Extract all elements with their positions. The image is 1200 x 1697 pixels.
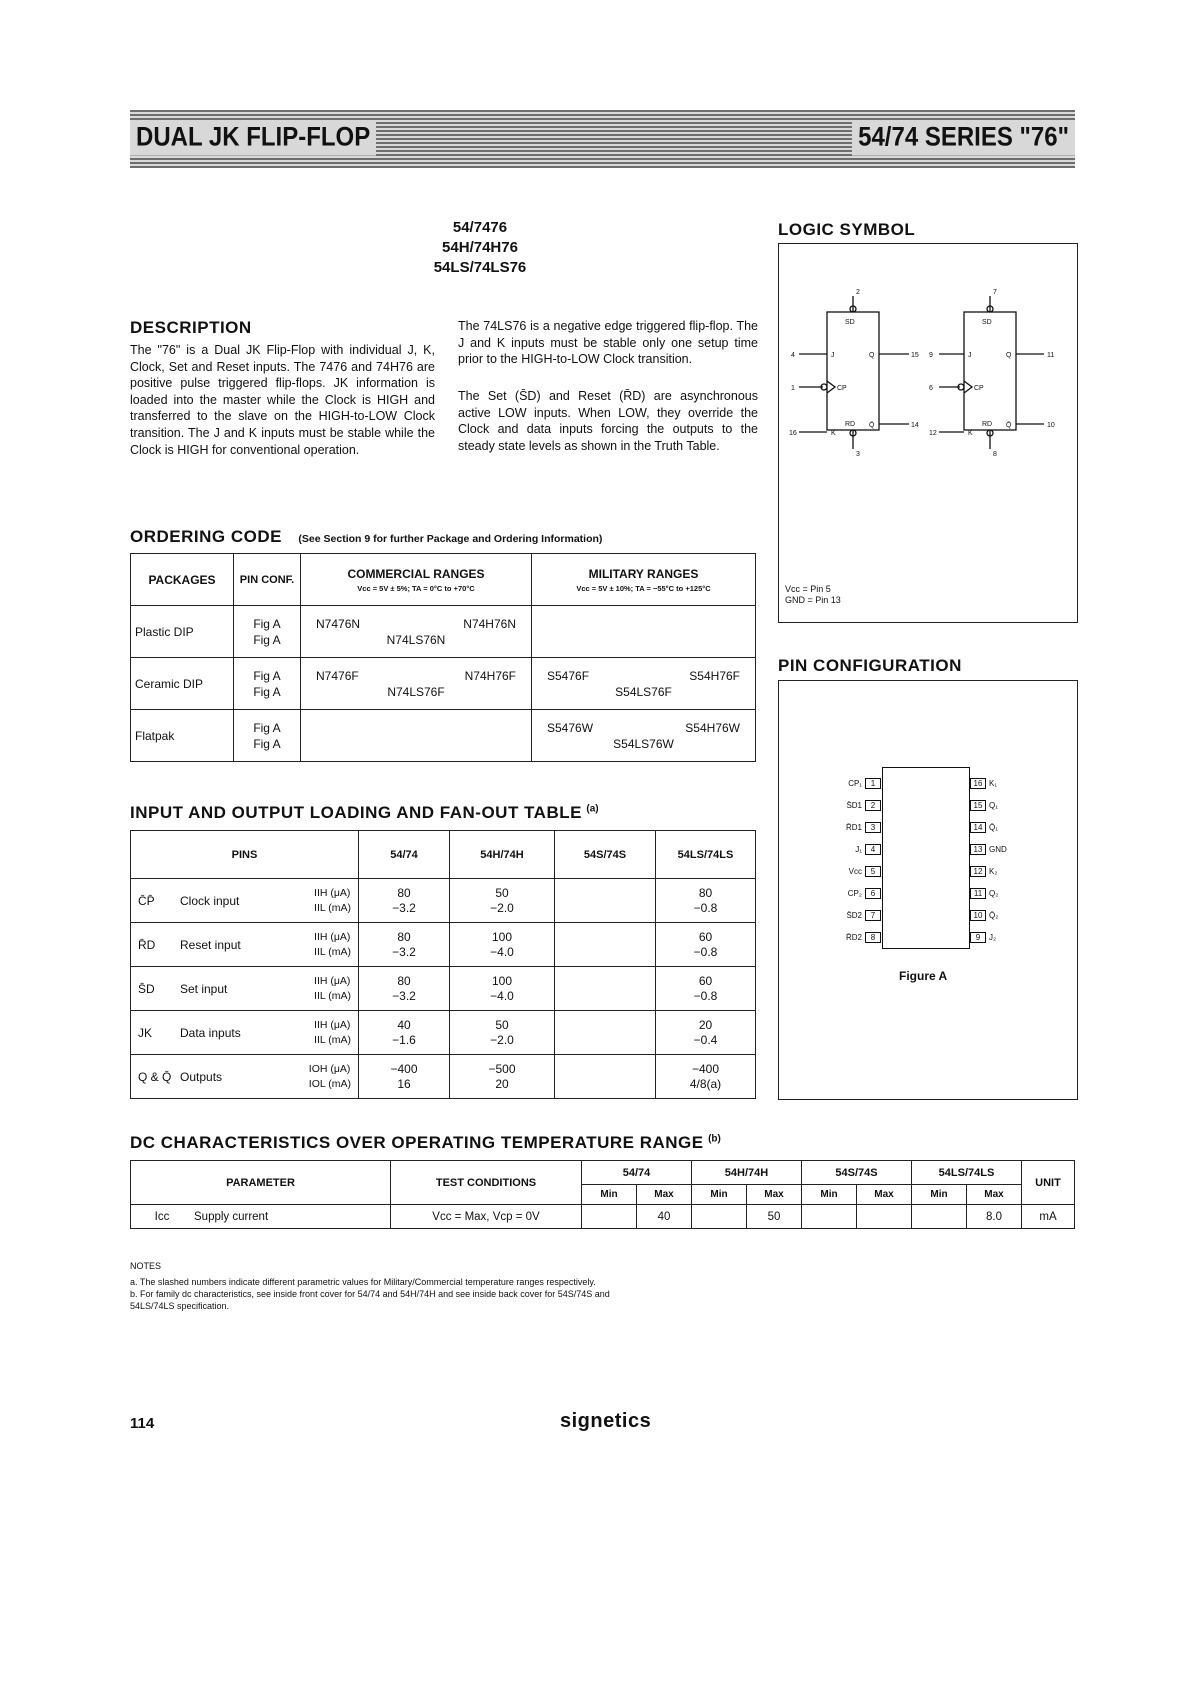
pin-left <box>819 904 881 926</box>
pin-number: 10 <box>1047 422 1055 429</box>
ordering-table <box>130 553 756 762</box>
description-col2b: The Set (S̄D) and Reset (R̄D) are asynchronous active LOW inputs. When LOW, they override the Clock and data inputs forcing the outputs to the steady state levels as shown in the Truth Table. <box>458 389 758 453</box>
pin-number: 16 <box>789 430 797 437</box>
package-name: Ceramic DIP <box>131 658 234 710</box>
unit-label: IIH (μA) <box>314 886 351 899</box>
load-value: 16 <box>397 1076 411 1091</box>
commercial-sub: Vcc = 5V ± 5%; TA = 0°C to +70°C <box>357 583 475 593</box>
load-value: −500 <box>488 1061 516 1076</box>
pin-right <box>970 904 1040 926</box>
logic-symbol-heading: LOGIC SYMBOL <box>778 220 916 239</box>
note-b: b. For family dc characteristics, see inside front cover for 54/74 and 54H/74H and see inside back cover for 54S/74S and 54LS/74LS specification. <box>130 1289 610 1311</box>
loading-row <box>131 1011 756 1055</box>
order-code: S54LS76F <box>615 684 672 699</box>
dc-header-min: Min <box>802 1185 857 1205</box>
load-value: −3.2 <box>392 988 416 1003</box>
order-code: N74LS76F <box>387 684 445 699</box>
pin-number: 9 <box>929 352 933 359</box>
load-value: −4.0 <box>490 988 514 1003</box>
pin-number: 1 <box>865 778 881 789</box>
pin-number: 15 <box>911 352 919 359</box>
pin-label: S̄D2 <box>846 910 862 920</box>
loading-header: 54H/74H <box>450 831 555 879</box>
load-value: 80 <box>397 929 411 944</box>
loading-row <box>131 879 756 923</box>
ff2-q-label: Q <box>1006 352 1012 359</box>
pin-number: 10 <box>970 910 986 921</box>
pin-right <box>970 860 1040 882</box>
order-code: S54LS76W <box>613 736 674 751</box>
pin-symbol: Q & Q̄ <box>138 1069 172 1084</box>
note-a: a. The slashed numbers indicate different parametric values for Military/Commercial temperature ranges respectively. <box>130 1277 596 1287</box>
pin-number: 14 <box>970 822 986 833</box>
pin-number: 11 <box>970 888 986 899</box>
pin-number: 6 <box>929 385 933 392</box>
load-value: 20 <box>698 1017 713 1032</box>
dc-table <box>130 1160 1075 1229</box>
description-col2a: The 74LS76 is a negative edge triggered flip-flop. The J and K inputs must be stable only one setup time prior to the HIGH-to-LOW Clock transition. <box>458 319 758 367</box>
pin-config-box <box>778 680 1078 1100</box>
load-value: −1.6 <box>392 1032 416 1047</box>
pin-left <box>819 926 881 948</box>
dc-param-name: Supply current <box>193 1205 391 1229</box>
dc-header-min: Min <box>912 1185 967 1205</box>
notes <box>130 1260 610 1312</box>
ordering-header-packages: PACKAGES <box>131 554 234 606</box>
dc-value <box>582 1205 637 1229</box>
pin-conf-value: Fig A <box>253 720 281 735</box>
pin-label: Q̄₂ <box>989 910 999 920</box>
pin-conf-value: Fig A <box>253 632 281 647</box>
pin-units <box>314 974 351 1004</box>
dc-heading-note: (b) <box>708 1133 721 1145</box>
ff1-q-label: Q <box>869 352 875 359</box>
ordering-header-commercial <box>301 554 532 606</box>
loading-header: 54S/74S <box>555 831 656 879</box>
banner-series: 54/74 SERIES "76" <box>852 120 1075 155</box>
pin-conf <box>234 710 301 762</box>
unit-label: IIH (μA) <box>314 930 351 943</box>
pin-cell <box>131 967 359 1011</box>
dc-header-min: Min <box>692 1185 747 1205</box>
notes-title: NOTES <box>130 1261 162 1271</box>
loading-header: PINS <box>131 831 359 879</box>
ff2-qbar-label: Q̄ <box>1006 422 1012 429</box>
load-value: −3.2 <box>392 900 416 915</box>
dc-header-parameter: PARAMETER <box>131 1161 391 1205</box>
gnd-note: GND = Pin 13 <box>785 595 841 605</box>
pin-number: 13 <box>970 844 986 855</box>
dc-header-max: Max <box>637 1185 692 1205</box>
ff1-sd-label: SD <box>845 319 855 326</box>
commercial-codes <box>301 710 532 762</box>
title-banner <box>130 110 1075 168</box>
left-pins <box>819 772 881 948</box>
order-code: S54H76W <box>685 720 740 735</box>
load-value: 4/8(a) <box>689 1076 722 1091</box>
load-value: −0.8 <box>693 988 718 1003</box>
pin-number: 9 <box>970 932 986 943</box>
load-value: 60 <box>698 929 713 944</box>
pin-label: CP₂ <box>847 888 862 898</box>
order-code: N7476N <box>316 616 361 631</box>
pin-number: 12 <box>970 866 986 877</box>
dc-header-max: Max <box>857 1185 912 1205</box>
pin-number: 1 <box>791 385 795 392</box>
load-value: −400 <box>390 1061 418 1076</box>
load-value: 50 <box>495 1017 509 1032</box>
pin-symbol: JK <box>138 1025 153 1040</box>
pin-conf <box>234 606 301 658</box>
dc-value <box>692 1205 747 1229</box>
unit-label: IIL (mA) <box>314 1033 351 1046</box>
dc-header-group: 54/74 <box>582 1161 692 1185</box>
loading-row <box>131 1055 756 1099</box>
order-code: N74H76N <box>463 616 516 631</box>
pin-units <box>309 1062 351 1092</box>
pin-label: R̄D1 <box>845 822 862 832</box>
pin-number: 8 <box>865 932 881 943</box>
load-value: −400 <box>691 1061 720 1076</box>
military-title: MILITARY RANGES <box>588 566 699 581</box>
loading-heading-row <box>130 803 599 823</box>
pin-right <box>970 772 1040 794</box>
part-numbers <box>350 218 610 278</box>
dc-test: Vcc = Max, Vcp = 0V <box>391 1205 582 1229</box>
dc-header-min: Min <box>582 1185 637 1205</box>
pin-label: GND <box>989 844 1007 854</box>
pin-right <box>970 882 1040 904</box>
pin-symbol: C̄P̄ <box>138 893 155 908</box>
pin-number: 3 <box>856 451 860 458</box>
pin-number: 8 <box>993 451 997 458</box>
order-code: S5476F <box>547 668 590 683</box>
dc-header-max: Max <box>747 1185 802 1205</box>
loading-row <box>131 923 756 967</box>
pin-number: 3 <box>865 822 881 833</box>
pin-left <box>819 860 881 882</box>
military-codes <box>532 606 756 658</box>
load-value: −4.0 <box>490 944 514 959</box>
banner-title: DUAL JK FLIP-FLOP <box>130 120 376 155</box>
dc-value <box>912 1205 967 1229</box>
pin-units <box>314 1018 351 1048</box>
loading-heading: INPUT AND OUTPUT LOADING AND FAN-OUT TABLE <box>130 803 582 822</box>
pin-number: 2 <box>865 800 881 811</box>
ff2-j-label: J <box>968 352 972 359</box>
load-value: 60 <box>698 973 713 988</box>
unit-label: IIL (mA) <box>314 945 351 958</box>
pin-units <box>314 886 351 916</box>
pin-label: J₁ <box>855 844 862 854</box>
right-pins <box>970 772 1040 948</box>
load-value: −2.0 <box>490 900 514 915</box>
pin-label: Q₂ <box>989 888 999 898</box>
dc-value <box>802 1205 857 1229</box>
ff1-k-label: K <box>831 430 836 437</box>
pin-symbol: R̄D <box>138 937 156 952</box>
dc-header-max: Max <box>967 1185 1022 1205</box>
order-code: S54H76F <box>689 668 740 683</box>
pin-number: 4 <box>865 844 881 855</box>
part-number: 54/7476 <box>452 219 508 236</box>
loading-header: 54/74 <box>359 831 450 879</box>
unit-label: IIL (mA) <box>314 989 351 1002</box>
pin-label: Q̄₁ <box>989 822 998 832</box>
dc-row <box>131 1205 1075 1229</box>
pin-right <box>970 926 1040 948</box>
pin-cell <box>131 1011 359 1055</box>
load-value: 40 <box>397 1017 411 1032</box>
ordering-header-pinconf: PIN CONF. <box>234 554 301 606</box>
pin-number: 5 <box>865 866 881 877</box>
load-value: −0.8 <box>693 944 718 959</box>
order-code: S5476W <box>547 720 594 735</box>
load-value: −0.8 <box>693 900 718 915</box>
pin-label: K₁ <box>989 778 998 788</box>
commercial-codes <box>301 658 532 710</box>
pin-label: CP₁ <box>848 778 862 788</box>
pin-left <box>819 816 881 838</box>
ff1-qbar-label: Q̄ <box>869 422 875 429</box>
pin-number: 16 <box>970 778 986 789</box>
pin-left <box>819 772 881 794</box>
load-value: 50 <box>495 885 509 900</box>
ordering-heading-row <box>130 527 602 547</box>
logic-symbol-diagram <box>779 244 1077 622</box>
pin-number: 15 <box>970 800 986 811</box>
brand-logo: signetics <box>560 1410 652 1432</box>
package-name: Flatpak <box>131 710 234 762</box>
loading-heading-note: (a) <box>586 803 599 815</box>
vcc-note: Vcc = Pin 5 <box>785 584 831 594</box>
pin-conf-value: Fig A <box>253 668 281 683</box>
pin-number: 14 <box>911 422 919 429</box>
pin-label: K₂ <box>989 866 998 876</box>
pin-number: 7 <box>993 289 997 296</box>
load-value: 100 <box>491 929 513 944</box>
part-number: 54LS/74LS76 <box>433 259 527 276</box>
unit-label: IIL (mA) <box>314 901 351 914</box>
pin-right <box>970 816 1040 838</box>
pin-label: Q₁ <box>989 800 998 810</box>
dc-header-unit: UNIT <box>1022 1161 1075 1205</box>
military-sub: Vcc = 5V ± 10%; TA = −55°C to +125°C <box>576 583 711 593</box>
ordering-row <box>131 658 756 710</box>
ic-package <box>882 767 970 949</box>
ordering-row <box>131 606 756 658</box>
pin-name: Clock input <box>180 893 240 908</box>
package-name: Plastic DIP <box>131 606 234 658</box>
page-number: 114 <box>130 1415 155 1432</box>
unit-label: IOH (μA) <box>308 1062 351 1075</box>
pin-name: Set input <box>180 981 228 996</box>
ff2-cp-label: CP <box>974 385 984 392</box>
order-code: N7476F <box>316 668 359 683</box>
ff1-rd-label: RD <box>845 421 856 428</box>
ordering-heading: ORDERING CODE <box>130 527 282 546</box>
pin-cell <box>131 923 359 967</box>
pin-left <box>819 882 881 904</box>
load-value: 100 <box>491 973 513 988</box>
order-code: N74LS76N <box>386 632 446 647</box>
load-value: 80 <box>397 973 411 988</box>
dc-value: 40 <box>637 1205 692 1229</box>
load-value: −3.2 <box>392 944 416 959</box>
dc-value: 50 <box>747 1205 802 1229</box>
pin-right <box>970 794 1040 816</box>
loading-header: 54LS/74LS <box>656 831 756 879</box>
pin-number: 4 <box>791 352 795 359</box>
order-code: N74H76F <box>464 668 516 683</box>
dc-header-test: TEST CONDITIONS <box>391 1161 582 1205</box>
dc-header-group: 54S/74S <box>802 1161 912 1185</box>
dc-symbol: Icc <box>131 1205 194 1229</box>
dc-value: 8.0 <box>967 1205 1022 1229</box>
pin-config-heading: PIN CONFIGURATION <box>778 656 962 675</box>
military-codes <box>532 658 756 710</box>
pin-number: 12 <box>929 430 937 437</box>
pin-label: R̄D2 <box>845 932 862 942</box>
pin-label: Vcc <box>848 866 862 876</box>
dc-unit: mA <box>1022 1205 1075 1229</box>
unit-label: IOL (mA) <box>308 1077 351 1090</box>
ff2-k-label: K <box>968 430 973 437</box>
pin-number: 2 <box>856 289 860 296</box>
load-value: −0.4 <box>693 1032 718 1047</box>
logic-symbol-box <box>778 243 1078 623</box>
pin-conf-value: Fig A <box>253 616 281 631</box>
loading-row <box>131 967 756 1011</box>
ff2-rd-label: RD <box>982 421 993 428</box>
description-heading: DESCRIPTION <box>130 318 252 337</box>
commercial-codes <box>301 606 532 658</box>
pin-label: S̄D1 <box>846 800 862 810</box>
pin-units <box>314 930 351 960</box>
pin-number: 11 <box>1047 352 1055 359</box>
load-value: 20 <box>495 1076 509 1091</box>
pin-left <box>819 838 881 860</box>
unit-label: IIH (μA) <box>314 974 351 987</box>
dc-heading-row <box>130 1133 721 1153</box>
ordering-subheading: (See Section 9 for further Package and Ordering Information) <box>298 533 603 545</box>
commercial-title: COMMERCIAL RANGES <box>347 566 485 581</box>
dc-value <box>857 1205 912 1229</box>
loading-table <box>130 830 756 1099</box>
pin-cell <box>131 879 359 923</box>
military-codes <box>532 710 756 762</box>
figure-caption: Figure A <box>899 969 948 983</box>
description-col1: The "76" is a Dual JK Flip-Flop with individual J, K, Clock, Set and Reset inputs. The 7476 and 74H76 are positive pulse triggered flip-flops. JK information is loaded into the master while the Clock is HIGH and transferred to the slave on the HIGH-to-LOW Clock transition. The J and K inputs must be stable while the Clock is HIGH for conventional operation. <box>130 343 435 457</box>
pin-number: 6 <box>865 888 881 899</box>
pin-conf <box>234 658 301 710</box>
pin-conf-value: Fig A <box>253 736 281 751</box>
ordering-header-military <box>532 554 756 606</box>
power-notes <box>785 584 841 606</box>
pin-symbol: S̄D <box>138 981 155 996</box>
pin-number: 7 <box>865 910 881 921</box>
part-number: 54H/74H76 <box>442 239 518 256</box>
load-value: −2.0 <box>490 1032 514 1047</box>
pin-name: Data inputs <box>180 1025 241 1040</box>
ff2-sd-label: SD <box>982 319 992 326</box>
pin-label: J₂ <box>989 932 997 942</box>
pin-left <box>819 794 881 816</box>
pin-name: Reset input <box>180 937 241 952</box>
dc-header-group: 54H/74H <box>692 1161 802 1185</box>
ff1-cp-label: CP <box>837 385 847 392</box>
pin-right <box>970 838 1040 860</box>
unit-label: IIH (μA) <box>314 1018 351 1031</box>
load-value: 80 <box>397 885 411 900</box>
pin-cell <box>131 1055 359 1099</box>
dc-header-group: 54LS/74LS <box>912 1161 1022 1185</box>
pin-conf-value: Fig A <box>253 684 281 699</box>
ff1-j-label: J <box>831 352 835 359</box>
pin-name: Outputs <box>180 1069 223 1084</box>
dc-heading: DC CHARACTERISTICS OVER OPERATING TEMPERATURE RANGE <box>130 1133 704 1152</box>
ordering-row <box>131 710 756 762</box>
load-value: 80 <box>698 885 713 900</box>
